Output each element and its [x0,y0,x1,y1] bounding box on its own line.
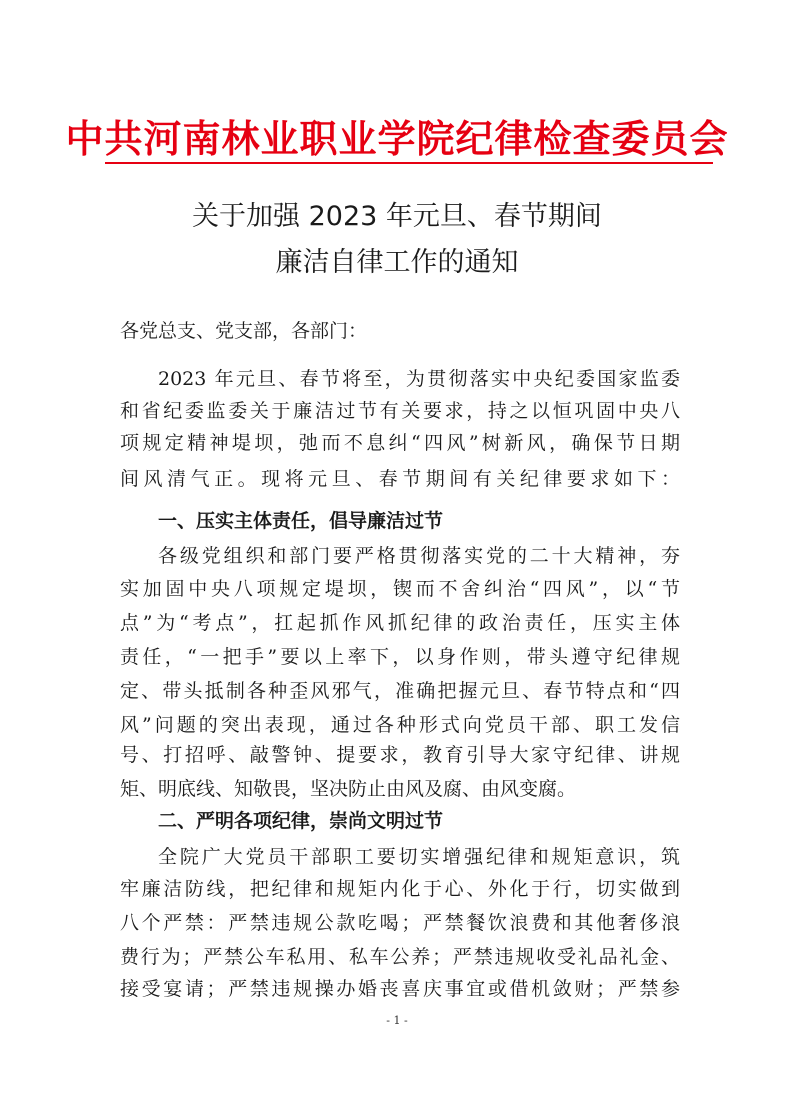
paragraph-line: 项规定精神堤坝，弛而不息纠“四风”树新风，确保节日期 [120,432,680,454]
paragraph-line: 接受宴请；严禁违规操办婚丧喜庆事宜或借机敛财；严禁参 [120,978,680,1000]
page-number: - 1 - [386,1014,408,1027]
paragraph-line: 矩、明底线、知敬畏，坚决防止由风及腐、由风变腐。 [120,778,577,800]
document-title-line-2: 廉洁自律工作的通知 [275,247,519,278]
salutation: 各党总支、党支部，各部门： [120,320,368,342]
paragraph-line: 间风清气正。现将元旦、春节期间有关纪律要求如下： [120,468,680,490]
paragraph-line: 各级党组织和部门要严格贯彻落实党的二十大精神，夯 [158,545,680,567]
paragraph-line: 牢廉洁防线，把纪律和规矩内化于心、外化于行，切实做到 [120,878,680,900]
document-title-line-1: 关于加强 2023 年元旦、春节期间 [192,201,602,232]
section-heading: 一、压实主体责任，倡导廉洁过节 [158,510,444,532]
paragraph-line: 2023 年元旦、春节将至，为贯彻落实中央纪委国家监委 [158,368,680,390]
header-red-rule [105,162,713,164]
paragraph-line: 责任，“一把手”要以上率下，以身作则，带头遵守纪律规 [120,646,680,668]
paragraph-line: 实加固中央八项规定堤坝，锲而不舍纠治“四风”，以“节 [120,578,680,600]
paragraph-line: 八个严禁：严禁违规公款吃喝；严禁餐饮浪费和其他奢侈浪 [120,912,680,934]
paragraph-line: 风”问题的突出表现，通过各种形式向党员干部、职工发信 [120,714,680,736]
section-heading: 二、严明各项纪律，崇尚文明过节 [158,810,444,832]
paragraph-line: 号、打招呼、敲警钟、提要求，教育引导大家守纪律、讲规 [120,744,680,766]
paragraph-line: 点”为“考点”，扛起抓作风抓纪律的政治责任，压实主体 [120,612,680,634]
paragraph-line: 费行为；严禁公车私用、私车公养；严禁违规收受礼品礼金、 [120,946,680,968]
paragraph-line: 全院广大党员干部职工要切实增强纪律和规矩意识，筑 [158,846,680,868]
paragraph-line: 定、带头抵制各种歪风邪气，准确把握元旦、春节特点和“四 [120,680,680,702]
issuing-organization-header: 中共河南林业职业学院纪律检查委员会 [65,117,729,161]
paragraph-line: 和省纪委监委关于廉洁过节有关要求，持之以恒巩固中央八 [120,400,680,422]
